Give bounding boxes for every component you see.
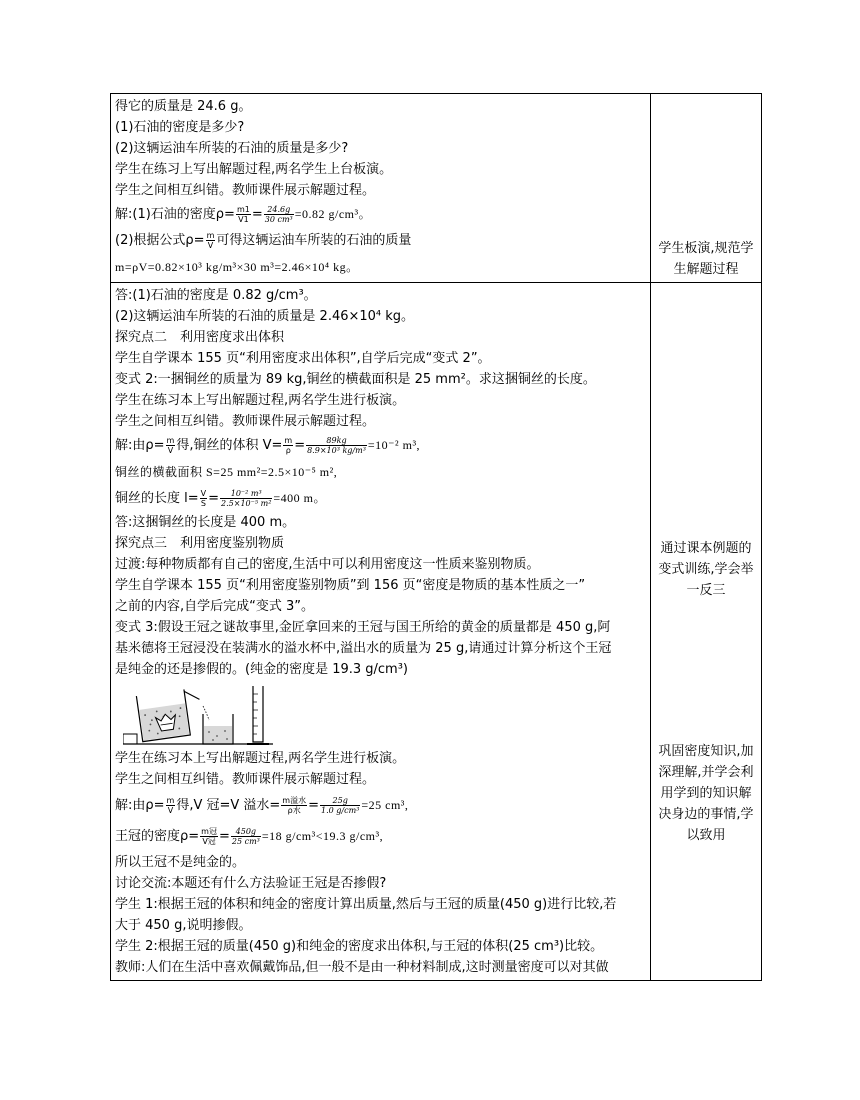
text-line: 学生 2:根据王冠的质量(450 g)和纯金的密度求出体积,与王冠的体积(25 cm³)比较。: [115, 939, 604, 954]
fraction: $\frac{\text{m溢水}}{\text{ρ水}}$: [282, 796, 307, 815]
text-line: 答:(1)石油的密度是 0.82 g/cm³。: [115, 288, 317, 303]
fraction: $\frac{89kg}{\text{8.9×10³ kg/m³}}$: [307, 436, 366, 455]
formula-line: 解:(1)石油的密度ρ= $\frac{m1}{V1}$ = $\frac{24.6g}{\text{30 cm³}}$ =0.82 g/cm³。: [115, 205, 372, 224]
text-line: (2)这辆运油车所装的石油的质量是多少?: [115, 141, 349, 156]
process-cell: [111, 283, 651, 981]
text-line: 教师:人们在生活中喜欢佩戴饰品,但一般不是由一种材料制成,这时测量密度可以对其做: [115, 960, 609, 975]
text-line: 过渡:每种物质都有自己的密度,生活中可以利用密度这一性质来鉴别物质。: [115, 557, 540, 572]
archimedes-overflow-illustration: [123, 682, 283, 748]
formula-line: 解:由ρ= $\frac{m}{V}$ 得,铜丝的体积 V= $\frac{m}{\rho}$ = $\frac{89kg}{\text{8.9×10³ kg/m³}}$ =10⁻² m³,: [115, 436, 421, 455]
text-line: 学生 1:根据王冠的体积和纯金的密度计算出质量,然后与王冠的质量(450 g)进行比较,若: [115, 897, 617, 912]
intent-text: 学生板演,规范学生解题过程: [658, 241, 754, 277]
text-line: 变式 3:假设王冠之谜故事里,金匠拿回来的王冠与国王所给的黄金的质量都是 450 g,阿: [115, 620, 611, 635]
intent-cell: [651, 94, 762, 283]
section-heading: 探究点三 利用密度鉴别物质: [115, 536, 285, 551]
text-line: 学生在练习本上写出解题过程,两名学生进行板演。: [115, 751, 406, 766]
fraction: $\frac{m}{V}$: [206, 231, 215, 250]
fraction: $\frac{m}{V}$: [166, 436, 175, 455]
formula-line: 铜丝的横截面积 S=25 mm²=2.5×10⁻⁵ m²,: [115, 465, 338, 479]
table-row: [111, 94, 762, 283]
fraction: $\frac{\text{10⁻² m³}}{\text{2.5×10⁻⁵ m²}}$: [221, 489, 272, 508]
lesson-table: [110, 93, 762, 981]
text-line: 所以王冠不是纯金的。: [115, 855, 246, 870]
formula-line: (2)根据公式ρ= $\frac{m}{V}$ 可得这辆运油车所装的石油的质量: [115, 231, 412, 250]
text-line: 学生之间相互纠错。教师课件展示解题过程。: [115, 414, 376, 429]
text-line: 学生之间相互纠错。教师课件展示解题过程。: [115, 183, 376, 198]
fraction: $\frac{450g}{\text{25 cm³}}$: [231, 827, 260, 846]
process-cell: [111, 94, 651, 283]
section-heading: 探究点二 利用密度求出体积: [115, 330, 285, 345]
formula-line: m=ρV=0.82×10³ kg/m³×30 m³=2.46×10⁴ kg。: [115, 260, 359, 274]
fraction: $\frac{24.6g}{\text{30 cm³}}$: [264, 205, 293, 224]
text-line: 学生自学课本 155 页“利用密度鉴别物质”到 156 页“密度是物质的基本性质之一”: [115, 578, 586, 593]
text-line: 答:这捆铜丝的长度是 400 m。: [115, 515, 296, 530]
text-line: 基米德将王冠浸没在装满水的溢水杯中,溢出水的质量为 25 g,请通过计算分析这个王冠: [115, 641, 612, 656]
fraction: $\frac{V}{S}$: [200, 489, 207, 508]
table-row: [111, 283, 762, 981]
intent-text: 巩固密度知识,加深理解,并学会利用学到的知识解决身边的事情,学以致用: [658, 744, 754, 843]
text-line: (2)这辆运油车所装的石油的质量是 2.46×10⁴ kg。: [115, 309, 415, 324]
text-line: 学生在练习本上写出解题过程,两名学生进行板演。: [115, 393, 406, 408]
formula-line: 铜丝的长度 l= $\frac{V}{S}$ = $\frac{\text{10⁻² m³}}{\text{2.5×10⁻⁵ m²}}$ =400 m。: [115, 489, 327, 508]
text-line: 讨论交流:本题还有什么方法验证王冠是否掺假?: [115, 876, 387, 891]
formula-line: 解:由ρ= $\frac{m}{V}$ 得,V 冠=V 溢水= $\frac{\text{m溢水}}{\text{ρ水}}$ = $\frac{25g}{\text{1.0 g/cm³}}$ =25 cm³,: [115, 796, 409, 815]
text-line: (1)石油的密度是多少?: [115, 120, 245, 135]
fraction: $\frac{25g}{\text{1.0 g/cm³}}$: [321, 796, 360, 815]
intent-text: 通过课本例题的变式训练,学会举一反三: [658, 541, 754, 598]
text-line: 学生之间相互纠错。教师课件展示解题过程。: [115, 772, 376, 787]
fraction: $\frac{\text{m冠}}{\text{V冠}}$: [201, 827, 217, 846]
fraction: $\frac{m}{V}$: [166, 796, 175, 815]
text-line: 变式 2:一捆铜丝的质量为 89 kg,铜丝的横截面积是 25 mm²。求这捆铜丝的长度。: [115, 372, 596, 387]
fraction: $\frac{m}{\rho}$: [284, 436, 293, 455]
text-line: 之前的内容,自学后完成“变式 3”。: [115, 599, 315, 614]
text-line: 学生在练习上写出解题过程,两名学生上台板演。: [115, 162, 393, 177]
text-line: 大于 450 g,说明掺假。: [115, 918, 252, 933]
formula-line: 王冠的密度ρ= $\frac{\text{m冠}}{\text{V冠}}$ = $\frac{450g}{\text{25 cm³}}$ =18 g/cm³<19.3 g/cm³,: [115, 827, 384, 846]
text-line: 学生自学课本 155 页“利用密度求出体积”,自学后完成“变式 2”。: [115, 351, 491, 366]
intent-cell: [651, 283, 762, 981]
text-line: 得它的质量是 24.6 g。: [115, 99, 252, 114]
text-line: 是纯金的还是掺假的。(纯金的密度是 19.3 g/cm³): [115, 662, 409, 677]
fraction: $\frac{m1}{V1}$: [236, 205, 250, 224]
